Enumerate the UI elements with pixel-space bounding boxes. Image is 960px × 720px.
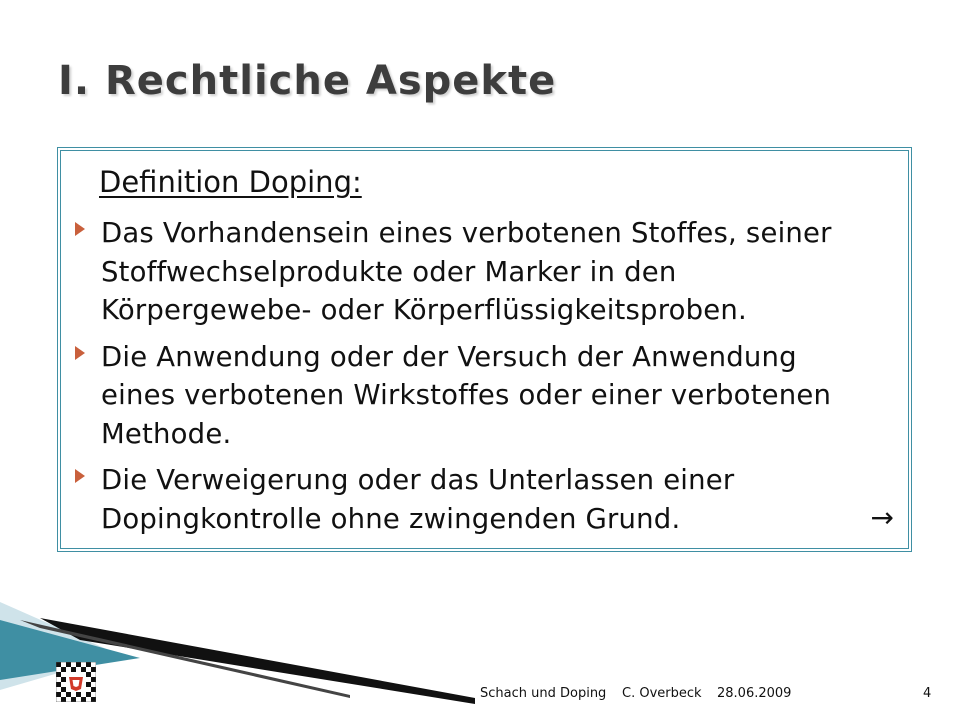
slide-title: I. Rechtliche Aspekte bbox=[58, 58, 557, 104]
footer-event: Schach und Doping bbox=[480, 686, 607, 701]
arrowhead-bullet-icon bbox=[75, 346, 85, 360]
arrowhead-bullet-icon bbox=[75, 222, 85, 236]
bullet-text: Die Verweigerung oder das Unterlassen einer Dopingkontrolle ohne zwingenden Grund. bbox=[101, 464, 735, 535]
chessboard-logo-icon bbox=[56, 662, 96, 702]
definition-heading: Definition Doping: bbox=[99, 165, 362, 199]
page-number: 4 bbox=[923, 686, 932, 701]
arrowhead-bullet-icon bbox=[75, 469, 85, 483]
footer-author: C. Overbeck bbox=[622, 686, 702, 701]
bullet-list bbox=[75, 214, 875, 546]
bullet-text: Die Anwendung oder der Versuch der Anwendung eines verbotenen Wirkstoffes oder einer verbotenen Methode. bbox=[101, 340, 832, 450]
next-slide-arrow[interactable]: → bbox=[870, 501, 894, 534]
bullet-item bbox=[75, 214, 875, 330]
bullet-item bbox=[75, 338, 875, 454]
bullet-item bbox=[75, 461, 875, 538]
footer-date: 28.06.2009 bbox=[717, 686, 792, 701]
bullet-text: Das Vorhandensein eines verbotenen Stoffes, seiner Stoffwechselprodukte oder Marker in den Körpergewebe- oder Körperflüssigkeitsproben. bbox=[101, 217, 832, 326]
definition-box bbox=[57, 147, 912, 552]
